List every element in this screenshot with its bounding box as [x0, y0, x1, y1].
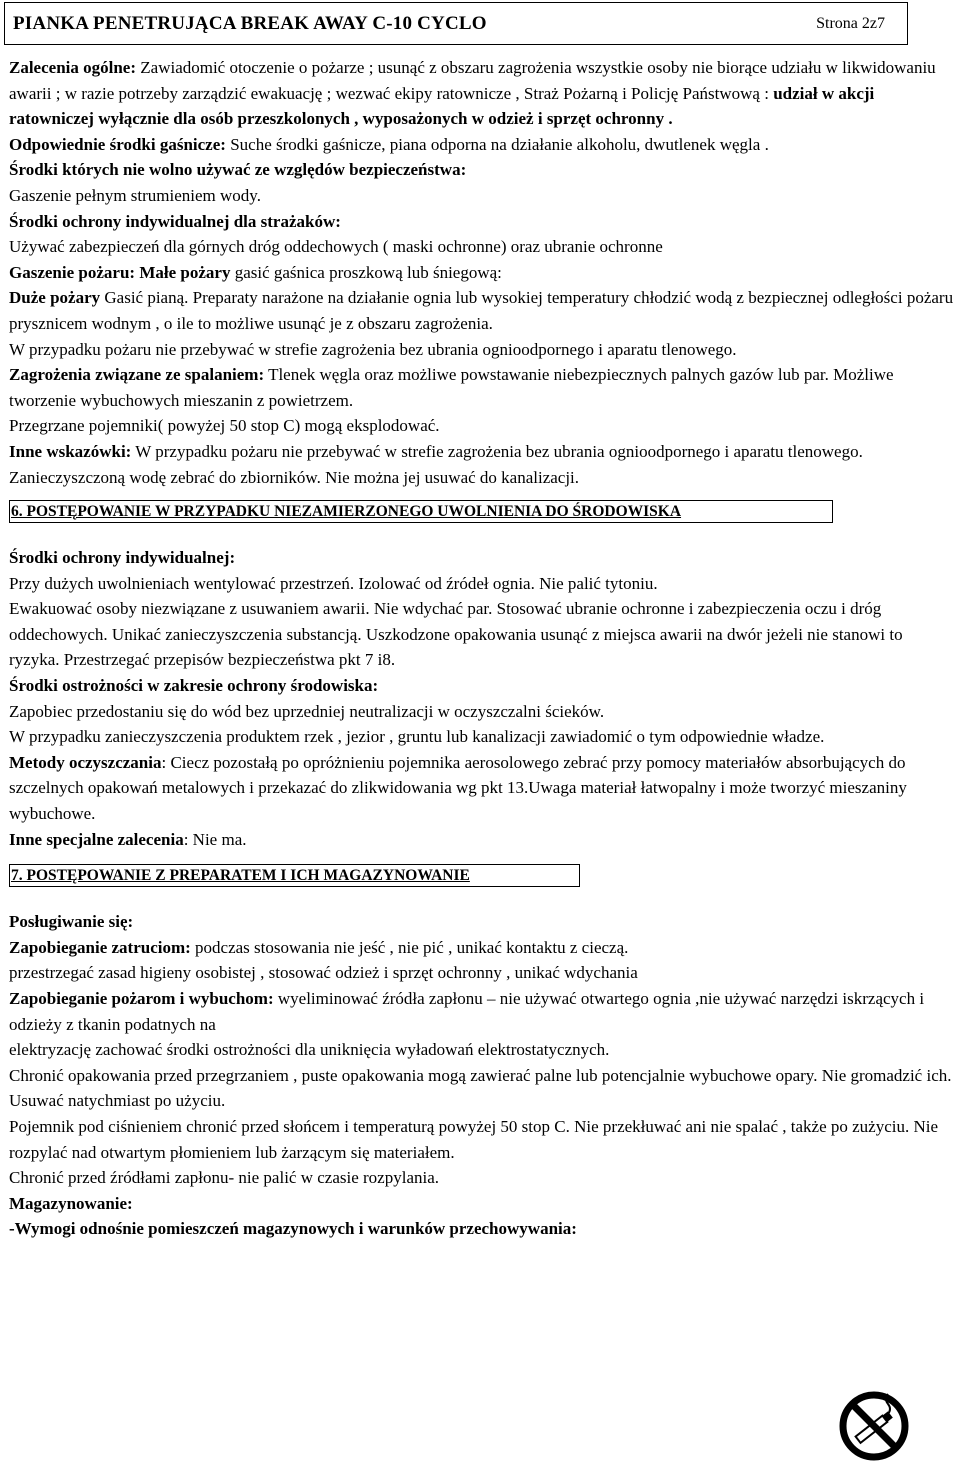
s6-other: Inne specjalne zalecenia: Nie ma. — [9, 829, 247, 849]
document-body — [9, 55, 957, 1242]
section-6-heading: 6. POSTĘPOWANIE W PRZYPADKU NIEZAMIERZONEGO UWOLNIENIA DO ŚRODOWISKA — [9, 500, 833, 523]
s7-pressure: Pojemnik pod ciśnieniem chronić przed słońcem i temperaturą powyżej 50 stop C. Nie przekłuwać ani nie spalać , także po zużyciu. Nie rozpylać nad otwartym płomieniem lub żarzącym się materiałem. — [9, 1116, 939, 1162]
s7-storage-label: Magazynowanie: — [9, 1193, 133, 1213]
s7-empty-containers: Chronić opakowania przed przegrzaniem , puste opakowania mogą zawierać palne lub potencjalnie wybuchowe opary. Nie gromadzić ich. Usuwać natychmiast po użyciu. — [9, 1065, 952, 1111]
document-title: PIANKA PENETRUJĄCA BREAK AWAY C-10 CYCLO — [13, 12, 487, 34]
fire-general: Zalecenia ogólne: Zawiadomić otoczenie o pożarze ; usunąć z obszaru zagrożenia wszystkie osoby nie biorące udziału w likwidowaniu awarii ; w razie potrzeby zarządzić ewakuację ; wezwać ekipy ratownicze , Straż Pożarną i Policję Państwową : udział w akcji ratowniczej wyłącznie dla osób przeszkolonych , wyposażonych w odzież i sprzęt ochronny . — [9, 58, 936, 129]
fire-forbidden-label: Środki których nie wolno używać ze względów bezpieczeństwa: — [9, 160, 467, 180]
s7-handling-label: Posługiwanie się: — [9, 912, 134, 932]
s7-hygiene: przestrzegać zasad higieny osobistej , stosować odzież i sprzęt ochronny , unikać wdychania — [9, 963, 638, 983]
fire-extinguish: Gaszenie pożaru: Małe pożary gasić gaśnica proszkową lub śniegową: — [9, 262, 502, 282]
section-7-heading: 7. POSTĘPOWANIE Z PREPARATEM I ICH MAGAZYNOWANIE — [9, 864, 580, 887]
s6-env-text1: Zapobiec przedostaniu się do wód bez uprzedniej neutralizacji w oczyszczalni ścieków. — [9, 701, 605, 721]
s7-storage-requirements: -Wymogi odnośnie pomieszczeń magazynowych i warunków przechowywania: — [9, 1219, 577, 1239]
fire-other: Inne wskazówki: W przypadku pożaru nie przebywać w strefie zagrożenia bez ubrania ognioodpornego i aparatu tlenowego. Zanieczyszczoną wodę zebrać do zbiorników. Nie można jej usuwać do kanalizacji. — [9, 441, 863, 487]
s7-fire-prevention: Zapobieganie pożarom i wybuchom: wyeliminować źródła zapłonu – nie używać otwartego ognia ,nie używać narzędzi iskrzących i odzieży z tkanin podatnych na — [9, 989, 925, 1034]
no-smoking-icon — [836, 1390, 912, 1462]
fire-hazards: Zagrożenia związane ze spalaniem: Tlenek węgla oraz możliwe powstawanie niebezpiecznych palnych gazów lub par. Możliwe tworzenie wybuchowych mieszanin z powietrzem. — [9, 365, 894, 410]
s7-static: elektryzację zachować środki ostrożności dla uniknięcia wyładowań elektrostatycznych. — [9, 1040, 610, 1060]
s7-ignition: Chronić przed źródłami zapłonu- nie palić w czasie rozpylania. — [9, 1168, 440, 1188]
s6-cleaning: Metody oczyszczania: Ciecz pozostałą po opróżnieniu pojemnika aerosolowego zebrać przy pomocy materiałów absorbujących do szczelnych opakowań metalowych i przekazać do zlikwidowania wg pkt 13.Uwaga materiał łatwopalny i może tworzyć mieszaniny wybuchowe. — [9, 752, 907, 824]
fire-large: Duże pożary Gasić pianą. Preparaty narażone na działanie ognia lub wysokiej temperatury chłodzić wodą z bezpiecznej odległości pożaru prysznicem wodnym , o ile to możliwe usunąć je z obszaru zagrożenia. — [9, 288, 954, 333]
s6-ppe-text1: Przy dużych uwolnieniach wentylować przestrzeń. Izolować od źródeł ognia. Nie palić tytoniu. — [9, 573, 658, 593]
fire-ppe-text: Używać zabezpieczeń dla górnych dróg oddechowych ( maski ochronne) oraz ubranie ochronne — [9, 237, 663, 257]
fire-ppe-label: Środki ochrony indywidualnej dla strażaków: — [9, 211, 341, 231]
s6-ppe-text2: Ewakuować osoby niezwiązane z usuwaniem awarii. Nie wdychać par. Stosować ubranie ochronne i zabezpieczenia oczu i dróg oddechowych. Unikać zanieczyszczenia substancją. Uszkodzone opakowania usunąć z miejsca awarii na dwór jeżeli nie stanowi to ryzyka. Przestrzegać przepisów bezpieczeństwa pkt 7 i8. — [9, 599, 903, 670]
s6-env-text2: W przypadku zanieczyszczenia produktem rzek , jezior , gruntu lub kanalizacji zawiadomić o tym odpowiednie władze. — [9, 727, 825, 747]
fire-media: Odpowiednie środki gaśnicze: Suche środki gaśnicze, piana odporna na działanie alkoholu, dwutlenek węgla . — [9, 134, 769, 154]
fire-forbidden-text: Gaszenie pełnym strumieniem wody. — [9, 185, 261, 205]
fire-zone: W przypadku pożaru nie przebywać w strefie zagrożenia bez ubrania ognioodpornego i aparatu tlenowego. — [9, 339, 737, 359]
s7-poison: Zapobieganie zatruciom: podczas stosowania nie jeść , nie pić , unikać kontaktu z cieczą. — [9, 937, 629, 957]
s6-env-label: Środki ostrożności w zakresie ochrony środowiska: — [9, 676, 379, 696]
fire-overheat: Przegrzane pojemniki( powyżej 50 stop C) mogą eksplodować. — [9, 416, 440, 436]
general-label: Zalecenia ogólne: — [9, 58, 137, 77]
page-header — [4, 2, 908, 45]
page-number: Strona 2z7 — [816, 14, 885, 32]
s6-ppe-label: Środki ochrony indywidualnej: — [9, 548, 236, 568]
